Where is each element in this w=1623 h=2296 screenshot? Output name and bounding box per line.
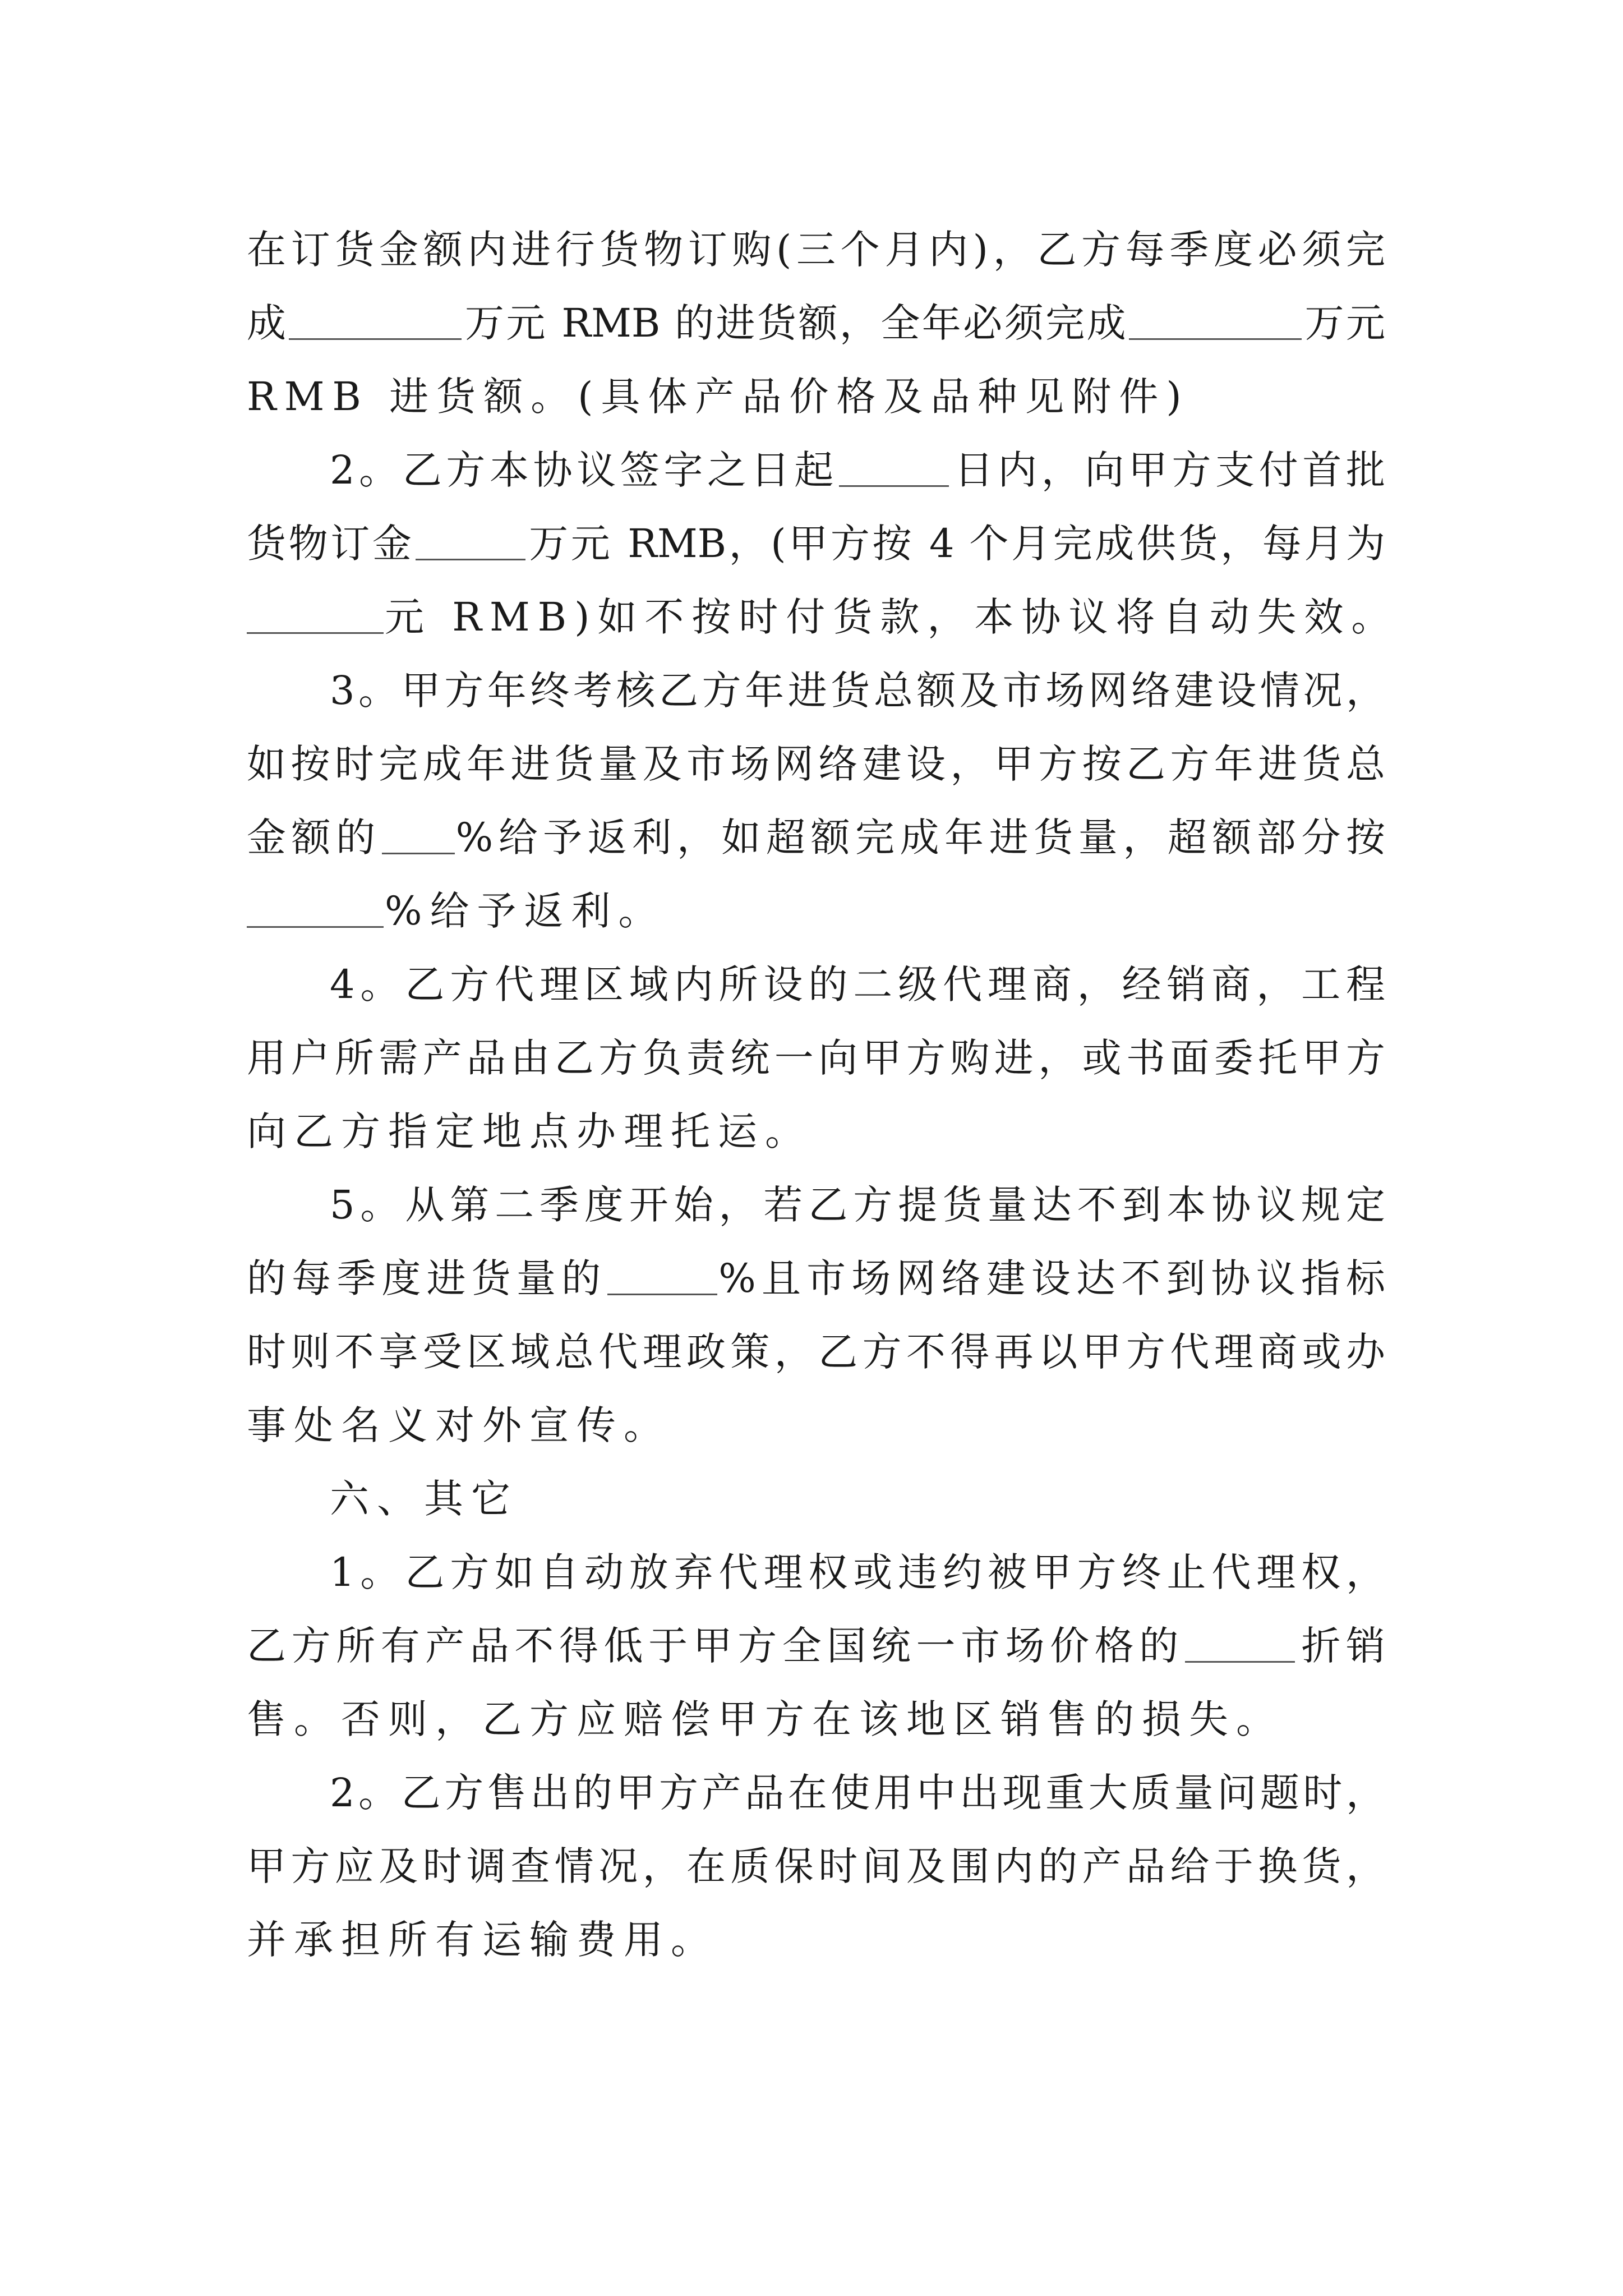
line-text: 向乙方指定地点办理托运。 bbox=[247, 1108, 812, 1154]
line-text: %且市场网络建设达不到协议指标 bbox=[718, 1255, 1386, 1301]
text-line bbox=[247, 360, 1385, 434]
line-text: 甲方应及时调查情况，在质保时间及围内的产品给于换货， bbox=[247, 1843, 1385, 1889]
text-line bbox=[247, 1830, 1385, 1903]
text-line bbox=[247, 434, 1385, 507]
line-text: 售。否则，乙方应赔偿甲方在该地区销售的损失。 bbox=[247, 1696, 1283, 1742]
line-text: 事处名义对外宣传。 bbox=[247, 1402, 671, 1448]
line-text: 万元 RMB 的进货额，全年必须完成 bbox=[463, 300, 1128, 346]
fill-in-blank bbox=[289, 299, 462, 340]
line-text: 乙方所有产品不得低于甲方全国统一市场价格的 bbox=[247, 1623, 1184, 1669]
fill-in-blank bbox=[1185, 1622, 1295, 1663]
text-line bbox=[247, 1168, 1385, 1242]
text-line bbox=[247, 1536, 1385, 1609]
text-line bbox=[247, 1242, 1385, 1315]
text-line bbox=[247, 875, 1385, 948]
text-line bbox=[247, 213, 1385, 287]
text-line bbox=[247, 287, 1385, 360]
line-text: 金额的 bbox=[247, 815, 381, 861]
text-line bbox=[247, 1903, 1385, 1977]
fill-in-blank bbox=[247, 593, 384, 634]
agreement-body bbox=[247, 213, 1399, 1977]
line-text: 1。乙方如自动放弃代理权或违约被甲方终止代理权， bbox=[330, 1549, 1385, 1595]
line-text: 时则不享受区域总代理政策，乙方不得再以甲方代理商或办 bbox=[247, 1329, 1385, 1375]
text-line bbox=[247, 1756, 1385, 1830]
text-line bbox=[247, 728, 1385, 801]
line-text: 折销 bbox=[1295, 1623, 1386, 1669]
line-text: %给予返利，如超额完成年进货量，超额部分按 bbox=[455, 815, 1386, 861]
text-line bbox=[247, 801, 1385, 875]
line-text: 货物订金 bbox=[247, 521, 414, 567]
fill-in-blank bbox=[247, 887, 384, 928]
line-text: %给予返利。 bbox=[385, 888, 666, 934]
line-text: 并承担所有运输费用。 bbox=[247, 1917, 718, 1963]
text-line bbox=[247, 581, 1399, 654]
line-text: 如按时完成年进货量及市场网络建设，甲方按乙方年进货总 bbox=[247, 741, 1385, 787]
text-line bbox=[247, 1609, 1385, 1683]
text-line bbox=[247, 507, 1385, 581]
line-text: 3。甲方年终考核乙方年进货总额及市场网络建设情况， bbox=[330, 668, 1385, 714]
line-text: 2。乙方本协议签字之日起 bbox=[330, 447, 838, 493]
fill-in-blank bbox=[1129, 299, 1302, 340]
line-text: 万元 bbox=[1303, 300, 1386, 346]
text-line bbox=[247, 948, 1385, 1022]
fill-in-blank bbox=[416, 519, 525, 560]
line-text: 成 bbox=[247, 300, 288, 346]
line-text: 在订货金额内进行货物订购(三个月内)，乙方每季度必须完 bbox=[247, 227, 1385, 273]
line-text: 4。乙方代理区域内所设的二级代理商，经销商，工程 bbox=[330, 961, 1385, 1007]
line-text: 2。乙方售出的甲方产品在使用中出现重大质量问题时， bbox=[330, 1770, 1385, 1816]
fill-in-blank bbox=[382, 813, 455, 854]
text-line bbox=[247, 1389, 1385, 1462]
line-text: RMB 进货额。(具体产品价格及品种见附件) bbox=[247, 374, 1189, 420]
line-text: 万元 RMB，(甲方按 4 个月完成供货，每月为 bbox=[526, 521, 1386, 567]
text-line bbox=[247, 1683, 1385, 1756]
section-heading bbox=[247, 1462, 1385, 1536]
text-line bbox=[247, 654, 1385, 728]
text-line bbox=[247, 1315, 1385, 1389]
line-text: 的每季度进货量的 bbox=[247, 1255, 607, 1301]
text-line bbox=[247, 1095, 1385, 1168]
line-text: 5。从第二季度开始，若乙方提货量达不到本协议规定 bbox=[330, 1182, 1385, 1228]
line-text: 日内，向甲方支付首批 bbox=[949, 447, 1385, 493]
text-line bbox=[247, 1022, 1385, 1095]
heading-text: 六、其它 bbox=[330, 1476, 518, 1522]
fill-in-blank bbox=[607, 1254, 717, 1295]
fill-in-blank bbox=[839, 446, 949, 487]
line-text: 用户所需产品由乙方负责统一向甲方购进，或书面委托甲方 bbox=[247, 1035, 1385, 1081]
line-text: 元 RMB)如不按时付货款，本协议将自动失效。 bbox=[385, 594, 1399, 640]
